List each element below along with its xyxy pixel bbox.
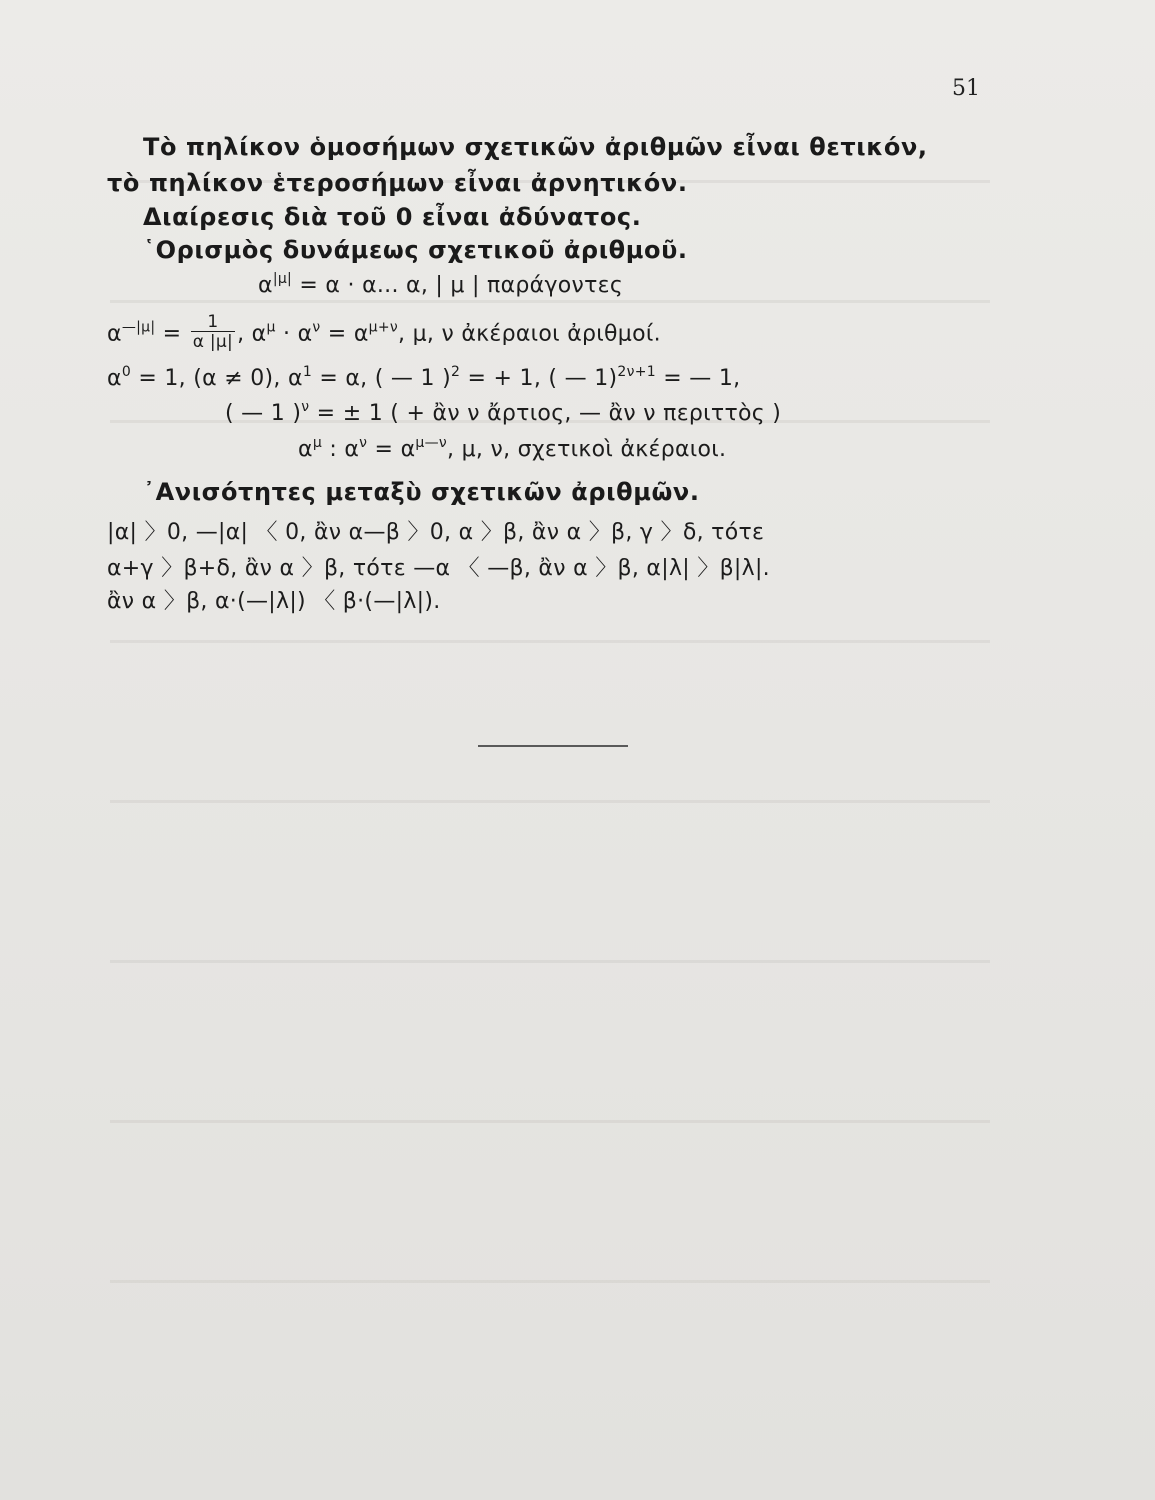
formula-part: = + 1, ( — 1)	[460, 366, 618, 391]
section-heading: ᾿Ανισότητες μεταξὺ σχετικῶν ἀριθμῶν.	[143, 478, 700, 506]
fraction	[191, 313, 235, 352]
formula-part: · α	[275, 321, 313, 347]
formula-exponent: ν	[312, 319, 321, 336]
formula-part: , μ, ν, σχετικοὶ ἀκέραιοι.	[447, 437, 727, 462]
formula-part: α	[258, 273, 273, 298]
formula-negative-exponent	[107, 312, 661, 354]
bleed-through-text	[110, 800, 990, 803]
formula-part: = α	[367, 437, 416, 462]
formula-inequalities-1: |α| 〉0, —|α| 〈 0, ἂν α—β 〉0, α 〉β, ἂν α 〉β, γ 〉δ, τότε	[107, 520, 765, 545]
formula-sign-of-power	[225, 401, 781, 426]
formula-part: = α	[320, 321, 369, 347]
formula-part: α	[107, 321, 122, 347]
formula-part: = — 1,	[655, 366, 741, 391]
text-line: ῾Ορισμὸς δυνάμεως σχετικοῦ ἀριθμοῦ.	[143, 236, 688, 264]
formula-part: α	[107, 366, 122, 391]
fraction-denominator: α |μ|	[192, 332, 234, 352]
formula-exponent: μ	[312, 435, 323, 451]
text-line: τὸ πηλίκον ἑτεροσήμων εἶναι ἀρνητικόν.	[107, 169, 688, 197]
bleed-through-text	[110, 1280, 990, 1283]
fraction-numerator: 1	[191, 313, 235, 332]
formula-part: = 1, (α ≠ 0), α	[131, 366, 303, 391]
formula-exponent: μ—ν	[415, 435, 448, 451]
formula-exponent: μ+ν	[368, 319, 398, 336]
formula-exponent: 0	[121, 364, 132, 380]
formula-division-of-powers	[298, 437, 726, 462]
formula-inequalities-3: ἂν α 〉β, α·(—|λ|) 〈 β·(—|λ|).	[107, 589, 441, 614]
formula-exponent: 2ν+1	[617, 364, 656, 380]
formula-exponent: 1	[302, 364, 313, 380]
formula-part: = α · α... α, | μ | παράγοντες	[292, 273, 624, 298]
bleed-through-text	[110, 640, 990, 643]
formula-exponent: ν	[301, 399, 310, 415]
bleed-through-text	[110, 300, 990, 303]
formula-part: = α, ( — 1 )	[312, 366, 451, 391]
formula-part: α	[298, 437, 313, 462]
bleed-through-text	[110, 1120, 990, 1123]
formula-exponent: ν	[359, 435, 368, 451]
section-divider	[478, 745, 628, 747]
formula-part: ( — 1 )	[225, 401, 302, 426]
formula-part: , μ, ν ἀκέραιοι ἀριθμοί.	[397, 321, 661, 347]
formula-exponent: 2	[450, 364, 461, 380]
page-number: 51	[952, 76, 980, 101]
formula-exponent: |μ|	[272, 271, 293, 287]
bleed-through-text	[110, 960, 990, 963]
formula-inequalities-2: α+γ 〉β+δ, ἂν α 〉β, τότε —α 〈 —β, ἂν α 〉β, α|λ| 〉β|λ|.	[107, 556, 770, 581]
formula-power-definition	[258, 273, 623, 298]
formula-special-powers	[107, 366, 740, 391]
text-line: Τὸ πηλίκον ὁμοσήμων σχετικῶν ἀριθμῶν εἶναι θετικόν,	[143, 133, 928, 161]
formula-exponent: —|μ|	[121, 319, 156, 336]
formula-exponent: μ	[266, 319, 276, 336]
formula-part: =	[155, 321, 189, 347]
formula-part: = ± 1 ( + ἂν ν ἄρτιος, — ἂν ν περιττὸς )	[309, 401, 782, 426]
formula-part: , α	[237, 321, 267, 347]
text-line: Διαίρεσις διὰ τοῦ 0 εἶναι ἀδύνατος.	[143, 203, 642, 231]
formula-part: : α	[322, 437, 360, 462]
